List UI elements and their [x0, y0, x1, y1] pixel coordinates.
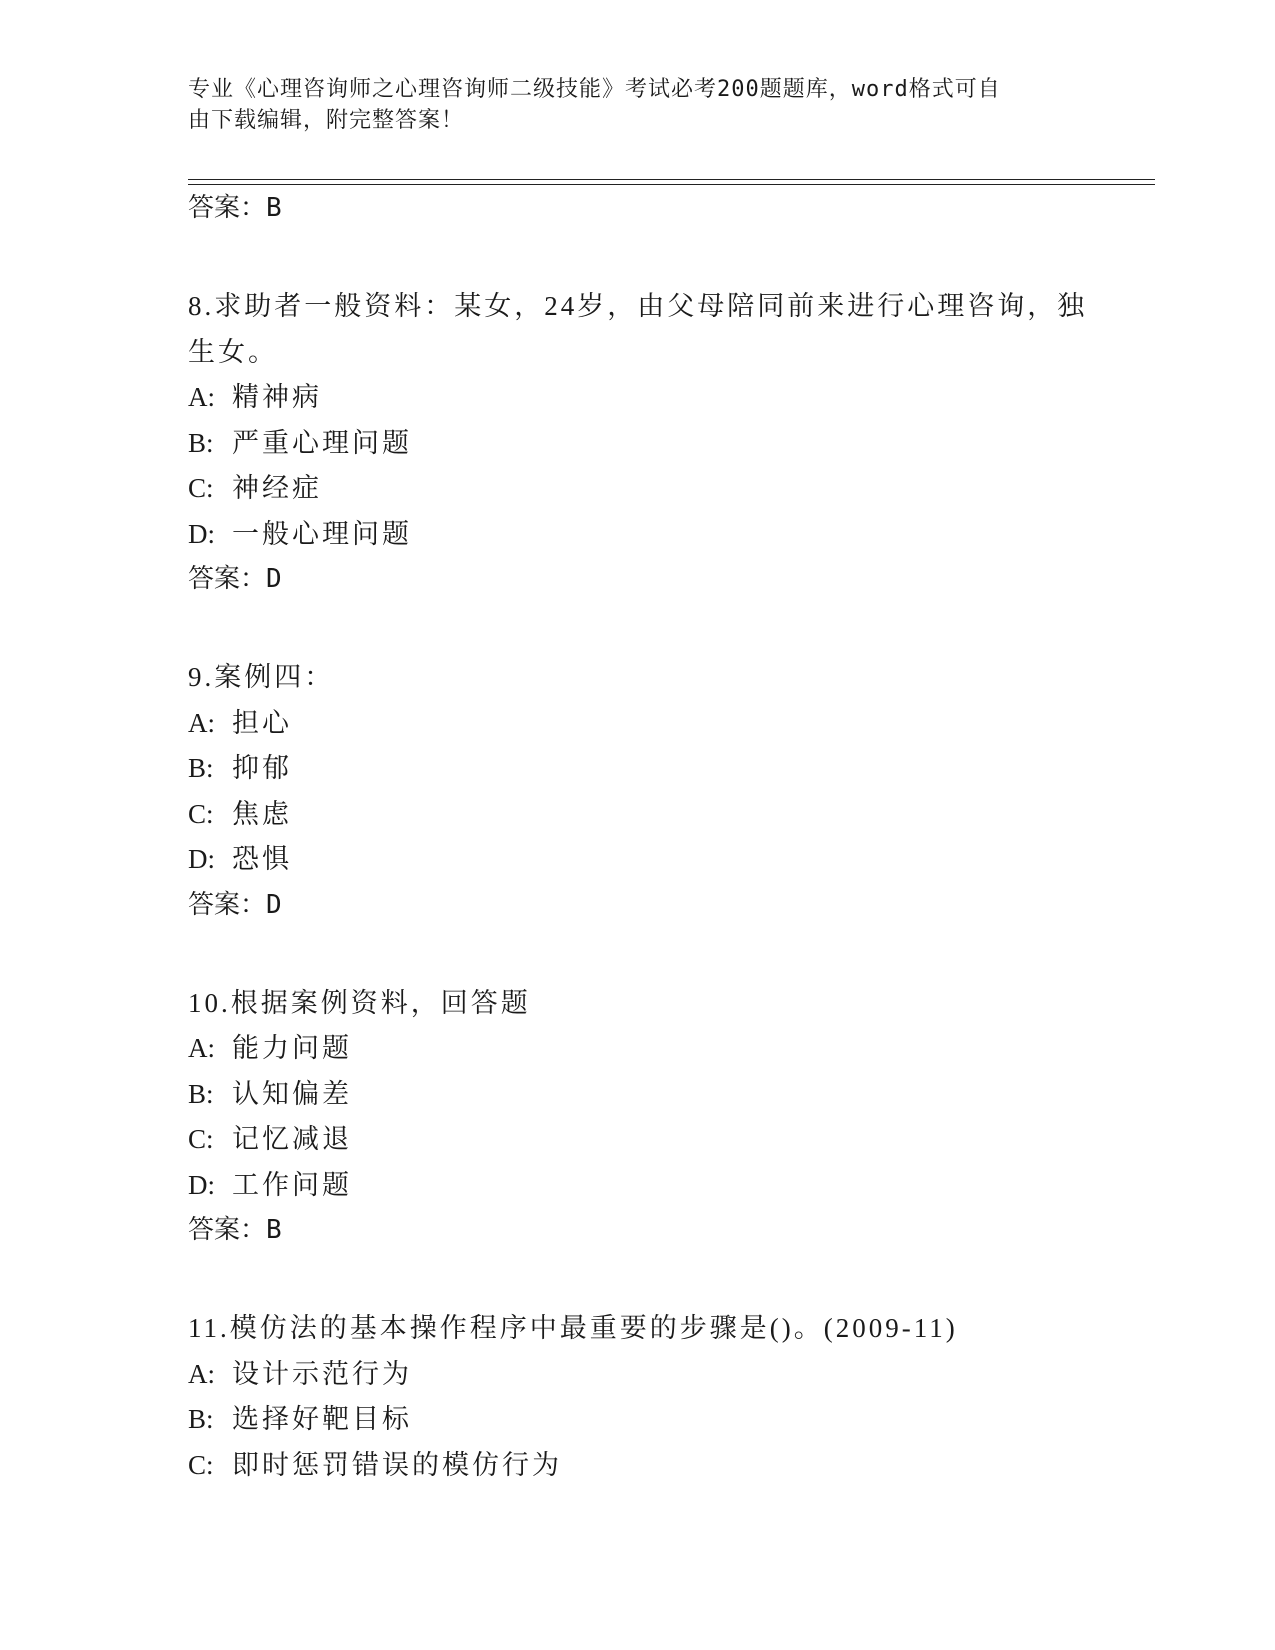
header-divider-top [188, 179, 1155, 180]
option-letter: C: [188, 1124, 214, 1154]
document-header [188, 74, 1088, 136]
option-b [188, 1072, 1088, 1118]
question-block [188, 981, 1088, 1247]
option-letter: C: [188, 1449, 214, 1480]
option-text: 一般心理问题 [232, 518, 412, 549]
option-letter: D: [188, 844, 215, 874]
option-d [188, 1163, 1088, 1209]
option-text: 恐惧 [232, 844, 292, 874]
question-stem: 8.求助者一般资料：某女，24岁，由父母陪同前来进行心理咨询，独 [188, 291, 1088, 321]
option-letter: D: [188, 518, 215, 549]
option-text: 选择好靶目标 [232, 1404, 412, 1434]
header-line-2: 由下载编辑，附完整答案！ [188, 108, 465, 133]
option-letter: B: [188, 753, 214, 783]
answer-line: 答案：B [188, 1215, 282, 1245]
answer-line: 答案：D [188, 889, 282, 920]
option-letter: A: [188, 1033, 215, 1063]
option-letter: D: [188, 1169, 215, 1200]
answer-line: 答案：D [188, 564, 282, 594]
option-text: 能力问题 [232, 1033, 352, 1063]
option-b [188, 1397, 1088, 1443]
answer-line: 答案：B [188, 193, 282, 223]
question-stem: 10.根据案例资料，回答题 [188, 987, 531, 1018]
option-a [188, 375, 1088, 421]
option-letter: C: [188, 798, 214, 829]
option-letter: B: [188, 1078, 214, 1109]
option-c [188, 792, 1088, 838]
header-divider-bottom [188, 184, 1155, 185]
option-letter: C: [188, 473, 214, 503]
option-text: 精神病 [232, 382, 322, 412]
option-text: 严重心理问题 [232, 427, 412, 458]
option-text: 焦虑 [232, 798, 292, 829]
option-text: 抑郁 [232, 753, 292, 783]
option-b [188, 746, 1088, 792]
question-block [188, 655, 1088, 921]
option-letter: A: [188, 382, 215, 412]
option-a [188, 1026, 1088, 1072]
question-stem: 9.案例四： [188, 662, 335, 692]
option-text: 记忆减退 [232, 1124, 352, 1154]
option-c [188, 1443, 1088, 1489]
option-letter: B: [188, 1404, 214, 1434]
option-letter: A: [188, 707, 215, 738]
option-text: 工作问题 [232, 1169, 352, 1200]
question-stem-continued: 生女。 [188, 336, 278, 367]
option-letter: B: [188, 427, 214, 458]
option-a [188, 1352, 1088, 1398]
option-text: 神经症 [232, 473, 322, 503]
document-body [188, 192, 1088, 1488]
header-line-1: 专业《心理咨询师之心理咨询师二级技能》考试必考200题题库，word格式可自 [188, 77, 1001, 102]
option-b [188, 421, 1088, 467]
option-text: 设计示范行为 [232, 1358, 412, 1389]
option-letter: A: [188, 1358, 215, 1389]
option-a [188, 701, 1088, 747]
option-c [188, 1117, 1088, 1163]
question-block [188, 1306, 1088, 1488]
question-stem: 11.模仿法的基本操作程序中最重要的步骤是()。(2009-11) [188, 1313, 958, 1343]
option-d [188, 512, 1088, 558]
option-c [188, 466, 1088, 512]
option-text: 即时惩罚错误的模仿行为 [232, 1449, 562, 1480]
option-text: 认知偏差 [232, 1078, 352, 1109]
option-text: 担心 [232, 707, 292, 738]
option-d [188, 837, 1088, 883]
question-block [188, 284, 1088, 595]
